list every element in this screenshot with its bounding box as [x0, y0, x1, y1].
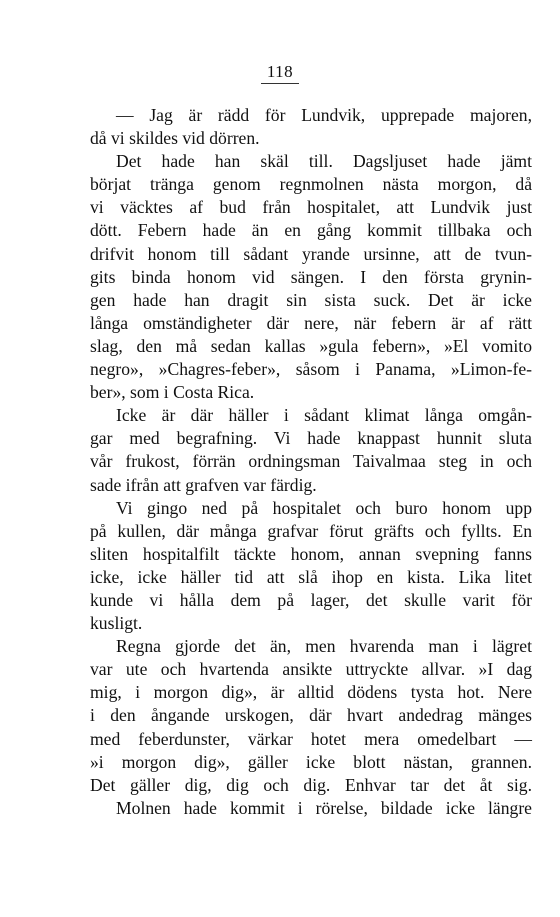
text-line: Regna gjorde det än, men hvarenda man i lägret — [116, 636, 532, 657]
text-line: vår frukost, förrän ordningsman Taivalmaa steg in och — [90, 451, 532, 472]
text-line: långa omständigheter där nere, när febern är af rätt — [90, 312, 532, 333]
text-line: gar med begrafning. Vi hade knappast hunnit sluta — [90, 428, 532, 449]
text-line: sliten hospitalfilt täckte honom, annan svepning fanns — [90, 543, 532, 564]
text-line: kusligt. — [90, 613, 143, 634]
text-line: gits binda honom vid sängen. I den första grynin- — [90, 266, 532, 287]
text-line: — Jag är rädd för Lundvik, upprepade majoren, — [116, 105, 532, 125]
text-line: börjat tränga genom regnmolnen nästa morgon, då — [90, 174, 532, 195]
text-line: då vi skildes vid dörren. — [90, 128, 260, 149]
text-line: dött. Febern hade än en gång kommit tillbaka och — [90, 220, 532, 241]
text-line: med feberdunster, värkar hotet mera omedelbart — — [90, 728, 532, 749]
text-line: »i morgon dig», gäller icke blott nästan, grannen. — [90, 751, 532, 772]
text-line: mig, i morgon dig», är alltid dödens tysta hot. Nere — [90, 682, 532, 703]
text-line: i den ångande urskogen, där hvart andedrag mänges — [90, 705, 532, 726]
text-line: gen hade han dragit sin sista suck. Det är icke — [90, 289, 532, 310]
text-line: negro», »Chagres-feber», såsom i Panama, »Limon-fe- — [90, 359, 532, 380]
text-line: var ute och hvartenda ansikte uttryckte allvar. »I dag — [90, 659, 532, 680]
text-line: sade ifrån att grafven var färdig. — [90, 474, 317, 495]
text-line: Det gäller dig, dig och dig. Enhvar tar det åt sig. — [90, 774, 532, 795]
text-line: Icke är där häller i sådant klimat långa omgån- — [116, 405, 532, 426]
text-line: ber», som i Costa Rica. — [90, 382, 255, 403]
page-number — [0, 62, 560, 84]
text-line: på kullen, där många grafvar förut gräfts och fyllts. En — [90, 520, 532, 541]
text-line: kunde vi hålla dem på lager, det skulle varit för — [90, 589, 532, 610]
text-line: icke, icke häller tid att slå ihop en kista. Lika litet — [90, 566, 532, 587]
body-text — [90, 104, 532, 820]
text-line: vi väcktes af bud från hospitalet, att Lundvik just — [90, 197, 532, 218]
page-number-text: 118 — [261, 62, 299, 84]
text-line: Molnen hade kommit i rörelse, bildade icke längre — [116, 797, 532, 818]
text-line: Vi gingo ned på hospitalet och buro honom upp — [116, 497, 532, 518]
text-line: Det hade han skäl till. Dagsljuset hade jämt — [116, 151, 532, 172]
text-line: drifvit honom till sådant yrande ursinne, att de tvun- — [90, 243, 532, 264]
text-line: slag, den må sedan kallas »gula febern», »El vomito — [90, 335, 532, 356]
